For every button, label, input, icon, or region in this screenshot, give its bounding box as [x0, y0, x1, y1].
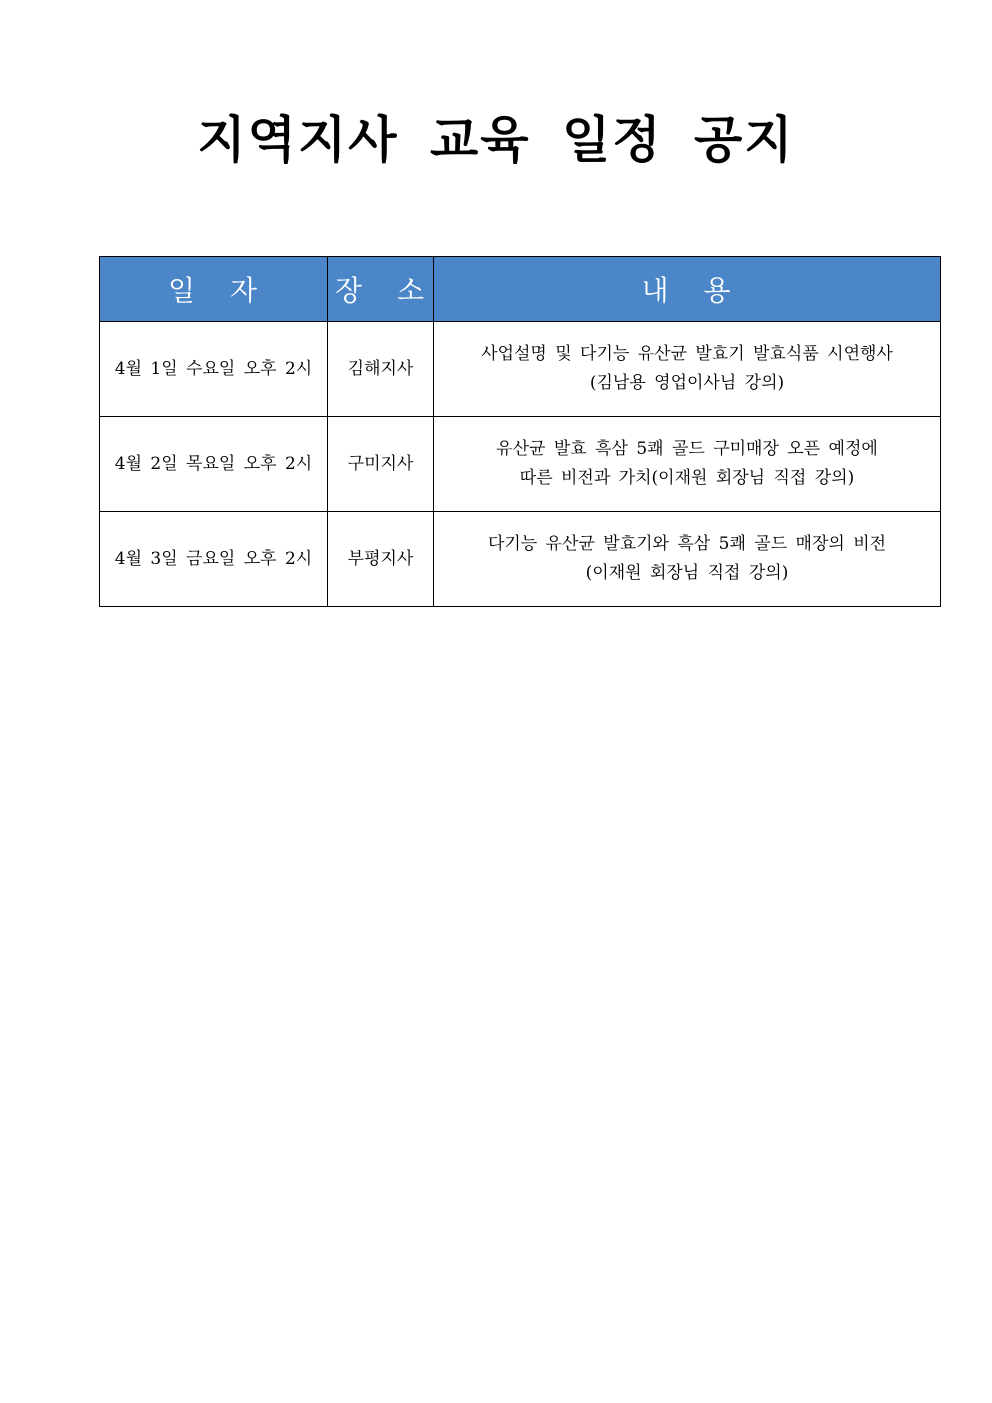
- content-cell: [434, 322, 941, 417]
- header-content: 내 용: [434, 257, 941, 322]
- content-line: 따른 비전과 가치(이재원 회장님 직접 강의): [519, 468, 855, 488]
- content-cell: [434, 417, 941, 512]
- header-place: 장 소: [328, 257, 434, 322]
- place-cell: 김해지사: [328, 322, 434, 417]
- place-cell: 부평지사: [328, 512, 434, 607]
- content-cell: [434, 512, 941, 607]
- content-line: 유산균 발효 흑삼 5쾌 골드 구미매장 오픈 예정에: [496, 439, 878, 459]
- table-header-row: [100, 257, 941, 322]
- table-row: [100, 322, 941, 417]
- place-cell: 구미지사: [328, 417, 434, 512]
- content-line: (김남용 영업이사님 강의): [589, 373, 785, 393]
- date-cell: 4월 3일 금요일 오후 2시: [100, 512, 328, 607]
- content-line: 다기능 유산균 발효기와 흑삼 5쾌 골드 매장의 비전: [487, 534, 887, 554]
- page-title: 지역지사 교육 일정 공지: [197, 111, 795, 169]
- schedule-table: [99, 256, 941, 607]
- table-row: [100, 512, 941, 607]
- table-row: [100, 417, 941, 512]
- date-cell: 4월 1일 수요일 오후 2시: [100, 322, 328, 417]
- content-line: (이재원 회장님 직접 강의): [585, 563, 789, 583]
- header-date: 일 자: [100, 257, 328, 322]
- content-line: 사업설명 및 다기능 유산균 발효기 발효식품 시연행사: [481, 344, 893, 364]
- date-cell: 4월 2일 목요일 오후 2시: [100, 417, 328, 512]
